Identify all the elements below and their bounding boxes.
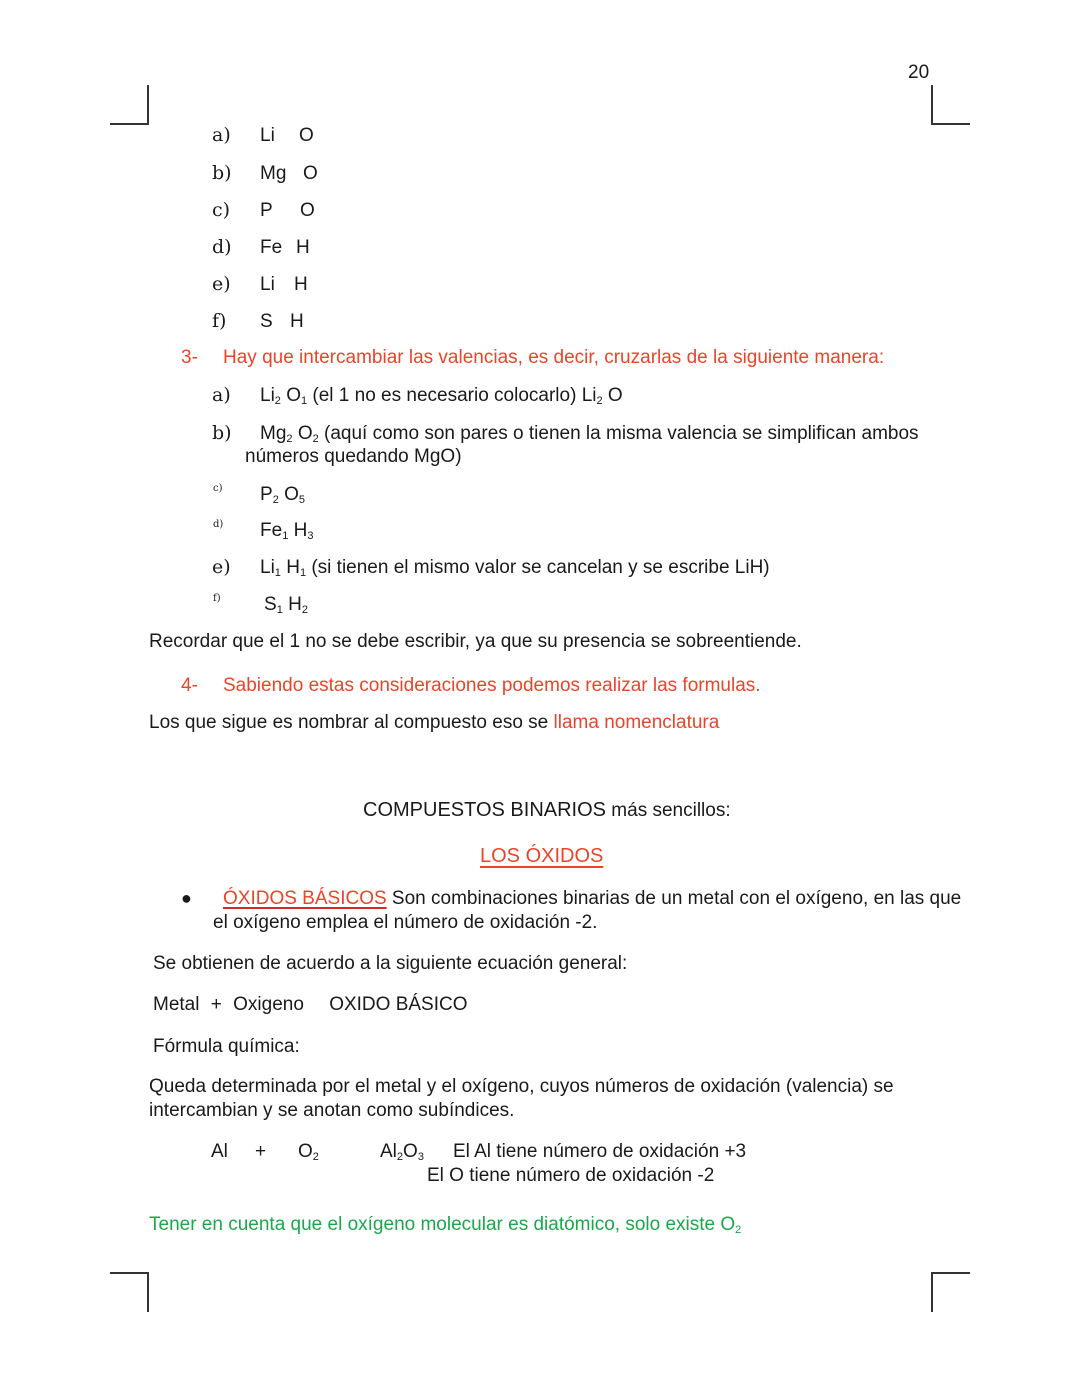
crop-mark-top-left-v [147,85,149,125]
bullet-dot: ● [181,888,192,908]
nomenclature-highlight: llama nomenclatura [553,712,720,733]
list-a-label-a: a) [212,124,231,146]
formula-desc-line-1: Queda determinada por el metal y el oxígeno, cuyos números de oxidación (valencia) se [149,1076,894,1097]
list-a-label-d: d) [212,236,232,258]
example-note-1: El Al tiene número de oxidación +3 [453,1141,747,1162]
general-equation: Metal + Oxigeno OXIDO BÁSICO [153,994,468,1015]
list-b-formula-c: $P_2$ $O_5$ [260,484,305,506]
obtained-text: Se obtienen de acuerdo a la siguiente ecuación general: [153,953,628,974]
list-a-sym1-f: S [260,311,273,332]
list-b-label-a: a) [212,384,231,406]
crop-mark-top-left-h [110,123,149,125]
list-a-sym2-d: H [296,237,310,258]
section-title: COMPUESTOS BINARIOS más sencillos: [363,799,731,821]
crop-mark-top-right-v [931,85,933,125]
list-a-sym1-a: Li [260,125,275,146]
list-a-label-e: e) [212,273,231,295]
list-a-sym1-b: Mg [260,163,287,184]
subsection-title: LOS ÓXIDOS [480,845,604,867]
step-3-text: Hay que intercambiar las valencias, es decir, cruzarlas de la siguiente manera: [223,347,885,368]
crop-mark-bottom-left-h [110,1272,149,1274]
naming-text: Los que sigue es nombrar al compuesto eso se llama nomenclatura [149,712,720,733]
crop-mark-top-right-h [931,123,970,125]
list-a-sym1-d: Fe [260,237,283,258]
bullet-line-1: ÓXIDOS BÁSICOS Son combinaciones binarias de un metal con el oxígeno, en las que [223,888,962,909]
list-a-label-b: b) [212,162,232,184]
basic-oxides-term: ÓXIDOS BÁSICOS [223,888,387,909]
footer-note: Tener en cuenta que el oxígeno molecular es diatómico, solo existe $O_2$ [149,1214,742,1236]
crop-mark-bottom-right-h [931,1272,970,1274]
list-a-sym1-e: Li [260,274,275,295]
bullet-line-2: el oxígeno emplea el número de oxidación -2. [213,912,598,933]
list-b-formula-b-cont: números quedando MgO) [245,446,462,467]
list-b-formula-f: $S_1$ $H_2$ [264,594,308,616]
list-a-sym2-e: H [294,274,308,295]
list-a-label-f: f) [212,310,227,332]
list-a-sym2-b: O [303,163,318,184]
list-a-sym2-a: O [299,125,314,146]
page-number: 20 [908,62,930,83]
list-b-label-c: c) [213,483,223,494]
step-4-number: 4- [181,675,198,696]
list-b-label-f: f) [213,593,221,604]
list-a-label-c: c) [212,199,231,221]
example-o2: $O_2$ [298,1141,319,1163]
formula-desc-line-2: intercambian y se anotan como subíndices. [149,1100,515,1121]
list-b-label-b: b) [212,422,232,444]
list-a-sym2-f: H [290,311,304,332]
list-a-sym1-c: P [260,200,273,221]
list-b-formula-d: $Fe_1$ $H_3$ [260,520,314,542]
list-b-formula-b: $Mg_2$ $O_2$ (aquí como son pares o tienen la misma valencia se simplifican ambos [260,423,919,445]
list-b-label-d: d) [213,519,224,530]
list-b-formula-a: $Li_2$ $O_1$ (el 1 no es necesario colocarlo) $Li_2$ O [260,385,623,407]
example-note-2: El O tiene número de oxidación -2 [427,1165,715,1186]
example-al: Al [211,1141,228,1162]
example-product: $Al_2O_3$ [380,1141,424,1163]
step-4-text: Sabiendo estas consideraciones podemos realizar las formulas. [223,675,761,696]
example-plus: + [255,1141,267,1162]
step-3-number: 3- [181,347,198,368]
list-a-sym2-c: O [300,200,315,221]
crop-mark-bottom-left-v [147,1272,149,1312]
list-b-label-e: e) [212,556,231,578]
list-b-formula-e: $Li_1$ $H_1$ (si tienen el mismo valor se cancelan y se escribe LiH) [260,557,770,579]
crop-mark-bottom-right-v [931,1272,933,1312]
formula-label: Fórmula química: [153,1036,300,1057]
reminder-text: Recordar que el 1 no se debe escribir, ya que su presencia se sobreentiende. [149,631,802,652]
